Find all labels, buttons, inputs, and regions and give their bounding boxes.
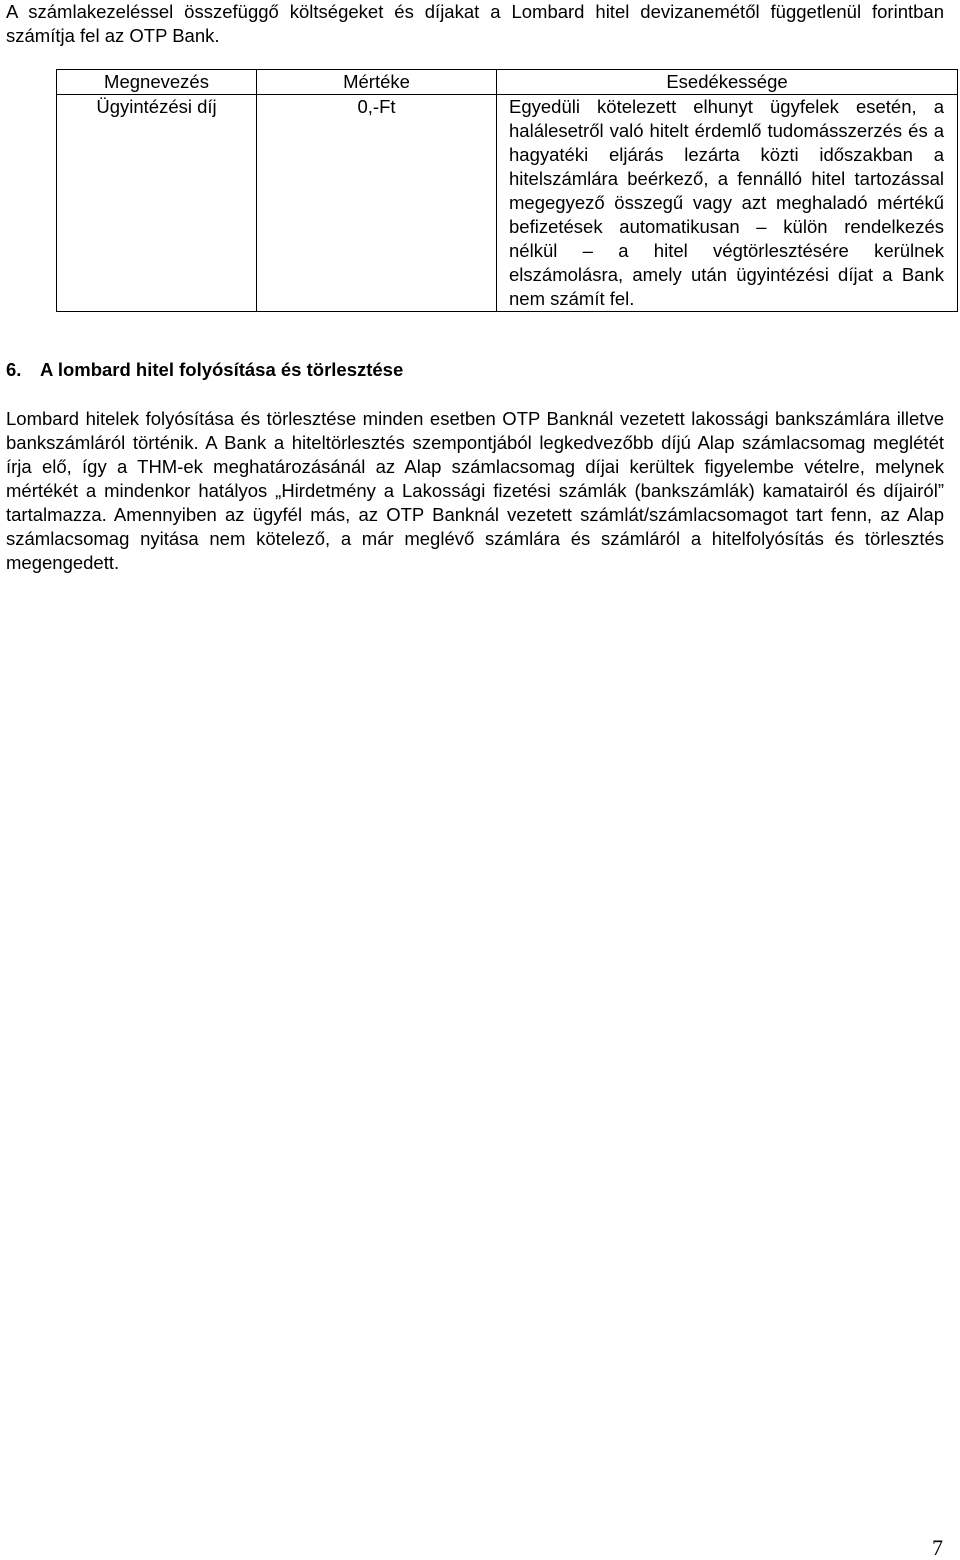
section-heading xyxy=(6,358,403,382)
header-name: Megnevezés xyxy=(57,70,257,95)
table-header-row xyxy=(57,70,958,95)
fee-due-cell: Egyedüli kötelezett elhunyt ügyfelek esetén, a halálesetről való hitelt érdemlő tudomásszerzés és a hagyatéki eljárás lezárta közti időszakban a hitelszámlára beérkező, a fennálló hitel tartozással megegyező összegű vagy azt meghaladó mértékű befizetések automatikusan – külön rendelkezés nélkül – a hitel végtörlesztésére kerülnek elszámolásra, amely után ügyintézési díjat a Bank nem számít fel. xyxy=(497,95,958,312)
fee-amount-cell: 0,-Ft xyxy=(257,95,497,312)
intro-paragraph: A számlakezeléssel összefüggő költségeket és díjakat a Lombard hitel devizanemétől függetlenül forintban számítja fel az OTP Bank. xyxy=(6,1,944,46)
section-number: 6. xyxy=(6,359,22,380)
page-number: 7 xyxy=(932,1535,943,1560)
fee-table xyxy=(56,69,958,312)
section-body-paragraph: Lombard hitelek folyósítása és törlesztése minden esetben OTP Banknál vezetett lakossági bankszámlára illetve bankszámláról történik. A Bank a hiteltörlesztés szempontjából legkedvezőbb díjú Alap számlacsomag meglétét írja elő, így a THM-ek meghatározásánál az Alap számlacsomag díjai kerültek figyelembe vételre, melynek mértékét a mindenkor hatályos „Hirdetmény a Lakossági fizetési számlák (bankszámlák) kamatairól és díjairól” tartalmazza. Amennyiben az ügyfél más, az OTP Banknál vezetett számlát/számlacsomagot tart fenn, az Alap számlacsomag nyitása nem kötelező, a már meglévő számlára és számláról a hitelfolyósítás és törlesztés megengedett. xyxy=(6,408,944,573)
fee-name-cell: Ügyintézési díj xyxy=(57,95,257,312)
section-title: A lombard hitel folyósítása és törlesztése xyxy=(40,359,404,380)
header-due: Esedékessége xyxy=(497,70,958,95)
table-row xyxy=(57,95,958,312)
header-amount: Mértéke xyxy=(257,70,497,95)
